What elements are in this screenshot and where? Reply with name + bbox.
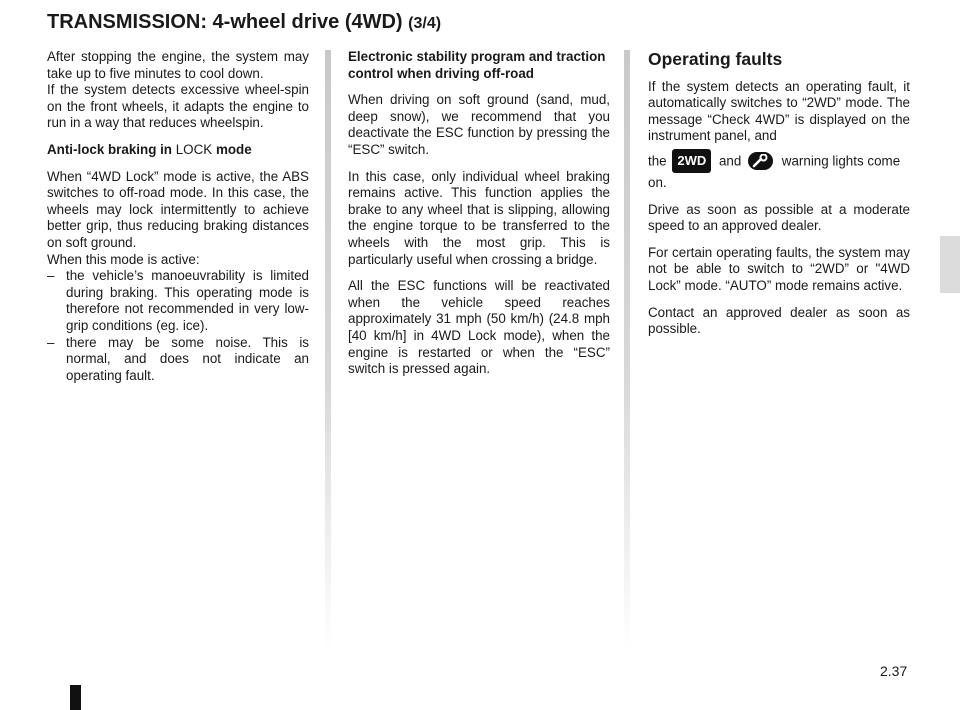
col3-paragraph-2 — [648, 149, 910, 192]
section-tab-marker — [940, 236, 960, 293]
2wd-badge-icon: 2WD — [672, 149, 711, 173]
col1-paragraph-1b: If the system detects excessive wheel-spin on the front wheels, it adapts the engine to run in a way that reduces wheelspin. — [47, 82, 309, 131]
col3-heading: Operating faults — [648, 49, 783, 69]
col2-paragraph-2: In this case, only individual wheel braking remains active. This function applies the brake to any wheel that is slipping, allowing the engine torque to be transferred to the wheels with the most grip. This is particularly useful when crossing a bridge. — [348, 168, 610, 267]
col1-heading-mode: mode — [215, 141, 252, 157]
col3-paragraph-1: If the system detects an operating fault, it automatically switches to “2WD” mode. The message “Check 4WD” is displayed on the instrument panel, and — [648, 78, 910, 144]
col2-paragraph-1: When driving on soft ground (sand, mud, deep snow), we recommend that you deactivate the ESC function by pressing the “ESC” switch. — [348, 92, 610, 157]
col1-bullet-list — [47, 268, 309, 384]
column-3 — [648, 49, 910, 348]
col3-paragraph-3: Drive as soon as possible at a moderate speed to an approved dealer. — [648, 201, 910, 234]
list-item: – the vehicle’s manoeuvrability is limited during braking. This operating mode is therefore not recommended in very low-grip conditions (eg. ice). — [47, 268, 309, 334]
col1-heading-bold: Anti-lock braking in — [47, 141, 172, 157]
page-title — [47, 11, 441, 34]
col3-paragraph-4: For certain operating faults, the system may not be able to switch to “2WD” or "4WD Lock” mode. “AUTO” mode remains active. — [648, 244, 910, 293]
title-page-indicator: (3/4) — [408, 15, 442, 32]
col3-text-warning: warning lights come on. — [648, 153, 901, 190]
col2-paragraph-3: All the ESC functions will be reactivated when the vehicle speed reaches approximately 31 mph (50 km/h) (24.8 mph [40 km/h] in 4WD Lock mode), when the engine is restarted or when the “ESC” switch is pressed again. — [348, 278, 610, 377]
col1-paragraph-2: When “4WD Lock” mode is active, the ABS switches to off-road mode. In this case, the wheels may lock intermittently to achieve better grip, thus reducing braking distances on soft ground. — [47, 168, 309, 250]
page-number: 2.37 — [880, 663, 908, 679]
wrench-icon — [748, 152, 773, 170]
column-2 — [348, 49, 610, 388]
col2-heading: Electronic stability program and traction control when driving off-road — [348, 49, 606, 81]
col1-paragraph-1a: After stopping the engine, the system may take up to five minutes to cool down. — [47, 49, 309, 81]
col3-paragraph-5: Contact an approved dealer as soon as possible. — [648, 304, 910, 337]
list-item: – there may be some noise. This is normal, and does not indicate an operating fault. — [47, 335, 309, 385]
col3-text-and: and — [718, 153, 742, 169]
col3-text-the: the — [648, 153, 667, 169]
footer-mark — [70, 685, 81, 710]
column-divider-2 — [624, 50, 630, 650]
column-divider-1 — [325, 50, 331, 650]
col1-paragraph-3: When this mode is active: — [47, 251, 200, 267]
col1-heading — [47, 142, 309, 159]
col1-heading-lock: LOCK — [175, 141, 213, 157]
column-1 — [47, 49, 309, 384]
title-main: TRANSMISSION: 4-wheel drive (4WD) — [47, 11, 403, 33]
